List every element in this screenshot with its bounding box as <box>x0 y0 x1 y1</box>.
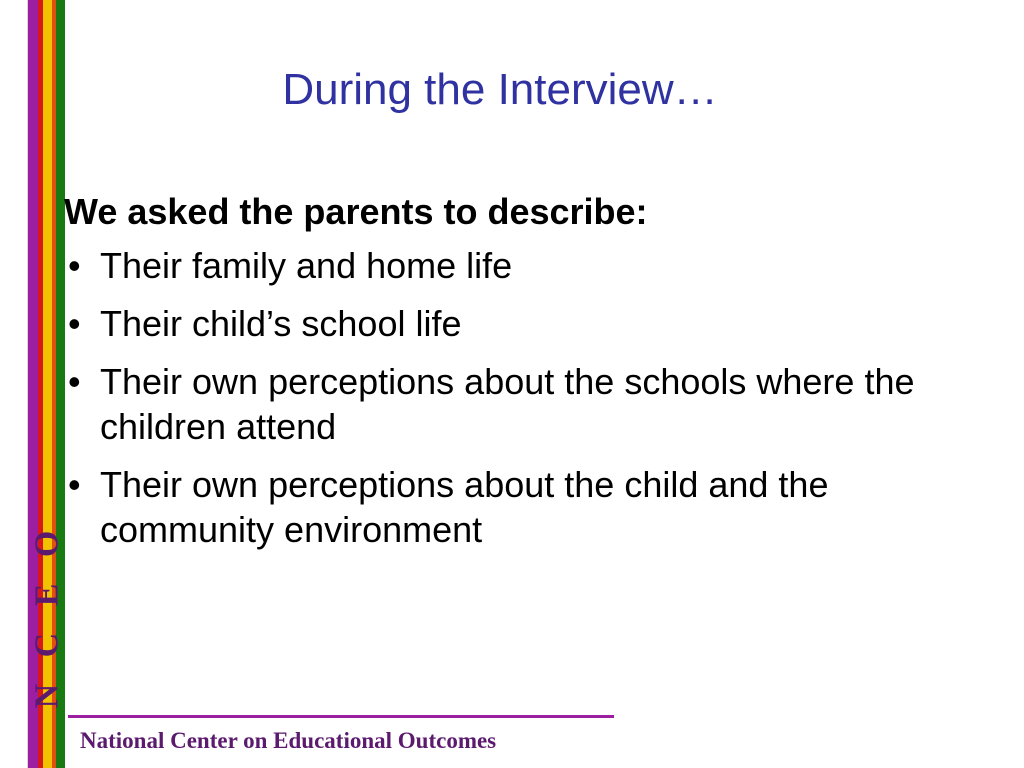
intro-heading: We asked the parents to describe: <box>64 191 648 232</box>
side-logo-text: N C E O <box>28 521 66 709</box>
bullet-dot: • <box>68 464 81 506</box>
bullet-text: Their own perceptions about the child and the community environment <box>100 464 829 551</box>
bullet-dot: • <box>68 245 81 287</box>
bullet-item <box>64 243 964 288</box>
bullet-text: Their child’s school life <box>100 303 462 345</box>
slide-title: During the Interview… <box>282 65 718 114</box>
bullet-dot: • <box>68 361 81 403</box>
bullet-item <box>64 462 964 552</box>
footer-divider <box>68 715 614 718</box>
bullet-dot: • <box>68 303 81 345</box>
bullet-text: Their own perceptions about the schools where the children attend <box>100 361 915 448</box>
bullet-item <box>64 359 964 449</box>
slide-content <box>64 190 964 565</box>
bullet-text: Their family and home life <box>100 245 513 287</box>
bullet-list <box>64 243 964 552</box>
bullet-item <box>64 301 964 346</box>
footer-organization: National Center on Educational Outcomes <box>80 728 497 753</box>
